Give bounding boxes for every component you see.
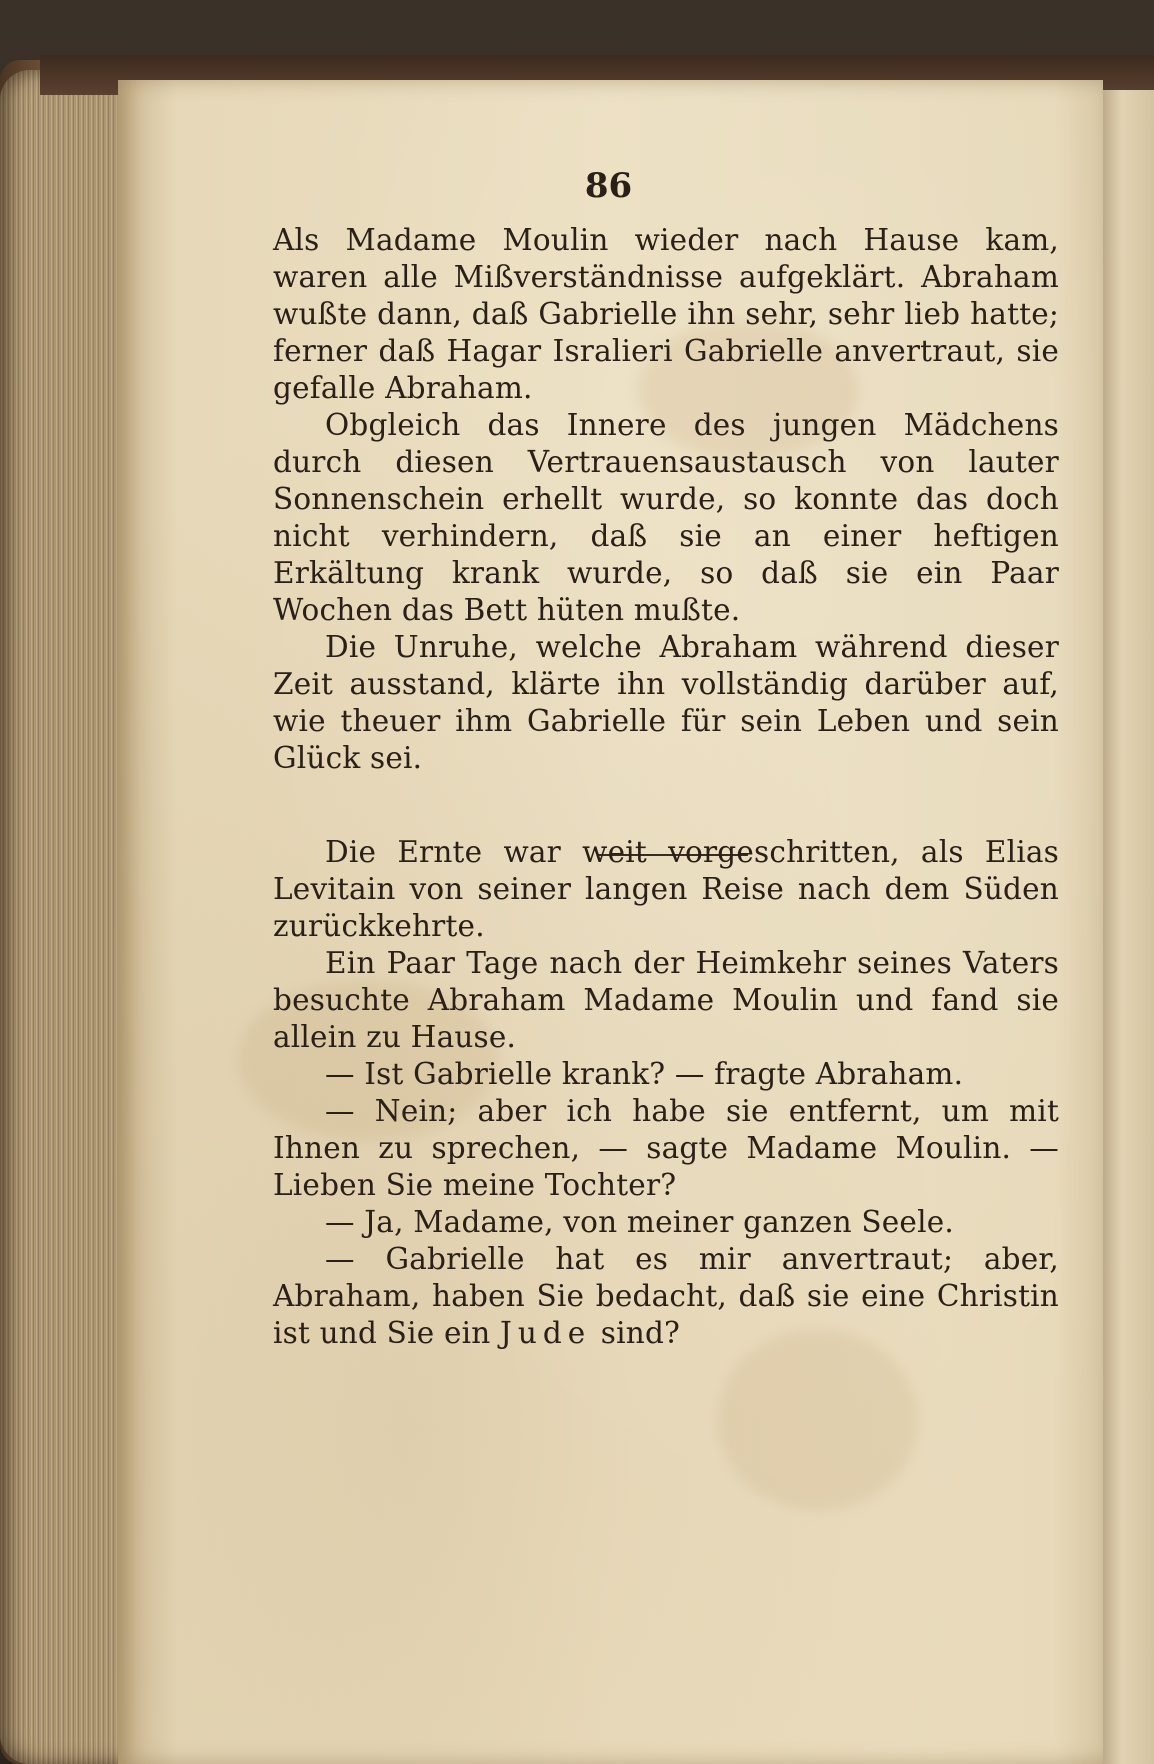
facing-page-edge xyxy=(1100,90,1154,1764)
paper-stain xyxy=(718,1330,918,1510)
book-page xyxy=(118,80,1103,1764)
dialogue-line: — Ja, Madame, von meiner ganzen Seele. xyxy=(325,1205,954,1239)
section-one xyxy=(273,222,1059,777)
paragraph: Ein Paar Tage nach der Heimkehr seines Vaters besuchte Abraham Madame Moulin und fand sie allein zu Hause. xyxy=(273,946,1059,1054)
section-two xyxy=(273,834,1059,1352)
dialogue-text: — Gabrielle hat es mir anvertraut; aber, Abraham, haben Sie bedacht, daß sie eine Christin ist und Sie ein xyxy=(273,1242,1059,1350)
paragraph: Die Unruhe, welche Abraham während dieser Zeit ausstand, klärte ihn vollständig darüber auf, wie theuer ihm Gabrielle für sein Leben und sein Glück sei. xyxy=(273,630,1059,775)
paragraph: Als Madame Moulin wieder nach Hause kam, waren alle Mißverständnisse aufgeklärt. Abraham wußte dann, daß Gabrielle ihn sehr, sehr lieb hatte; ferner daß Hagar Isralieri Gabrielle anvertraut, sie gefalle Abraham. xyxy=(273,223,1059,405)
paragraph: Obgleich das Innere des jungen Mädchens durch diesen Vertrauensaustausch von lauter Sonnenschein erhellt wurde, so konnte das doch nicht verhindern, daß sie an einer heftigen Erkältung krank wurde, so daß sie ein Paar Wochen das Bett hüten mußte. xyxy=(273,408,1059,627)
page-number: 86 xyxy=(584,166,633,206)
dialogue-text: sind? xyxy=(591,1316,681,1350)
emphasized-word: Jude xyxy=(500,1316,592,1350)
page-edges xyxy=(0,70,130,1764)
paragraph: Die Ernte war weit vorgeschritten, als Elias Levitain von seiner langen Reise nach dem Süden zurückkehrte. xyxy=(273,835,1059,943)
dialogue-line: — Ist Gabrielle krank? — fragte Abraham. xyxy=(325,1057,964,1091)
dialogue-line xyxy=(273,1241,1059,1352)
dialogue-line: — Nein; aber ich habe sie entfernt, um mit Ihnen zu sprechen, — sagte Madame Moulin. — Lieben Sie meine Tochter? xyxy=(273,1094,1059,1202)
